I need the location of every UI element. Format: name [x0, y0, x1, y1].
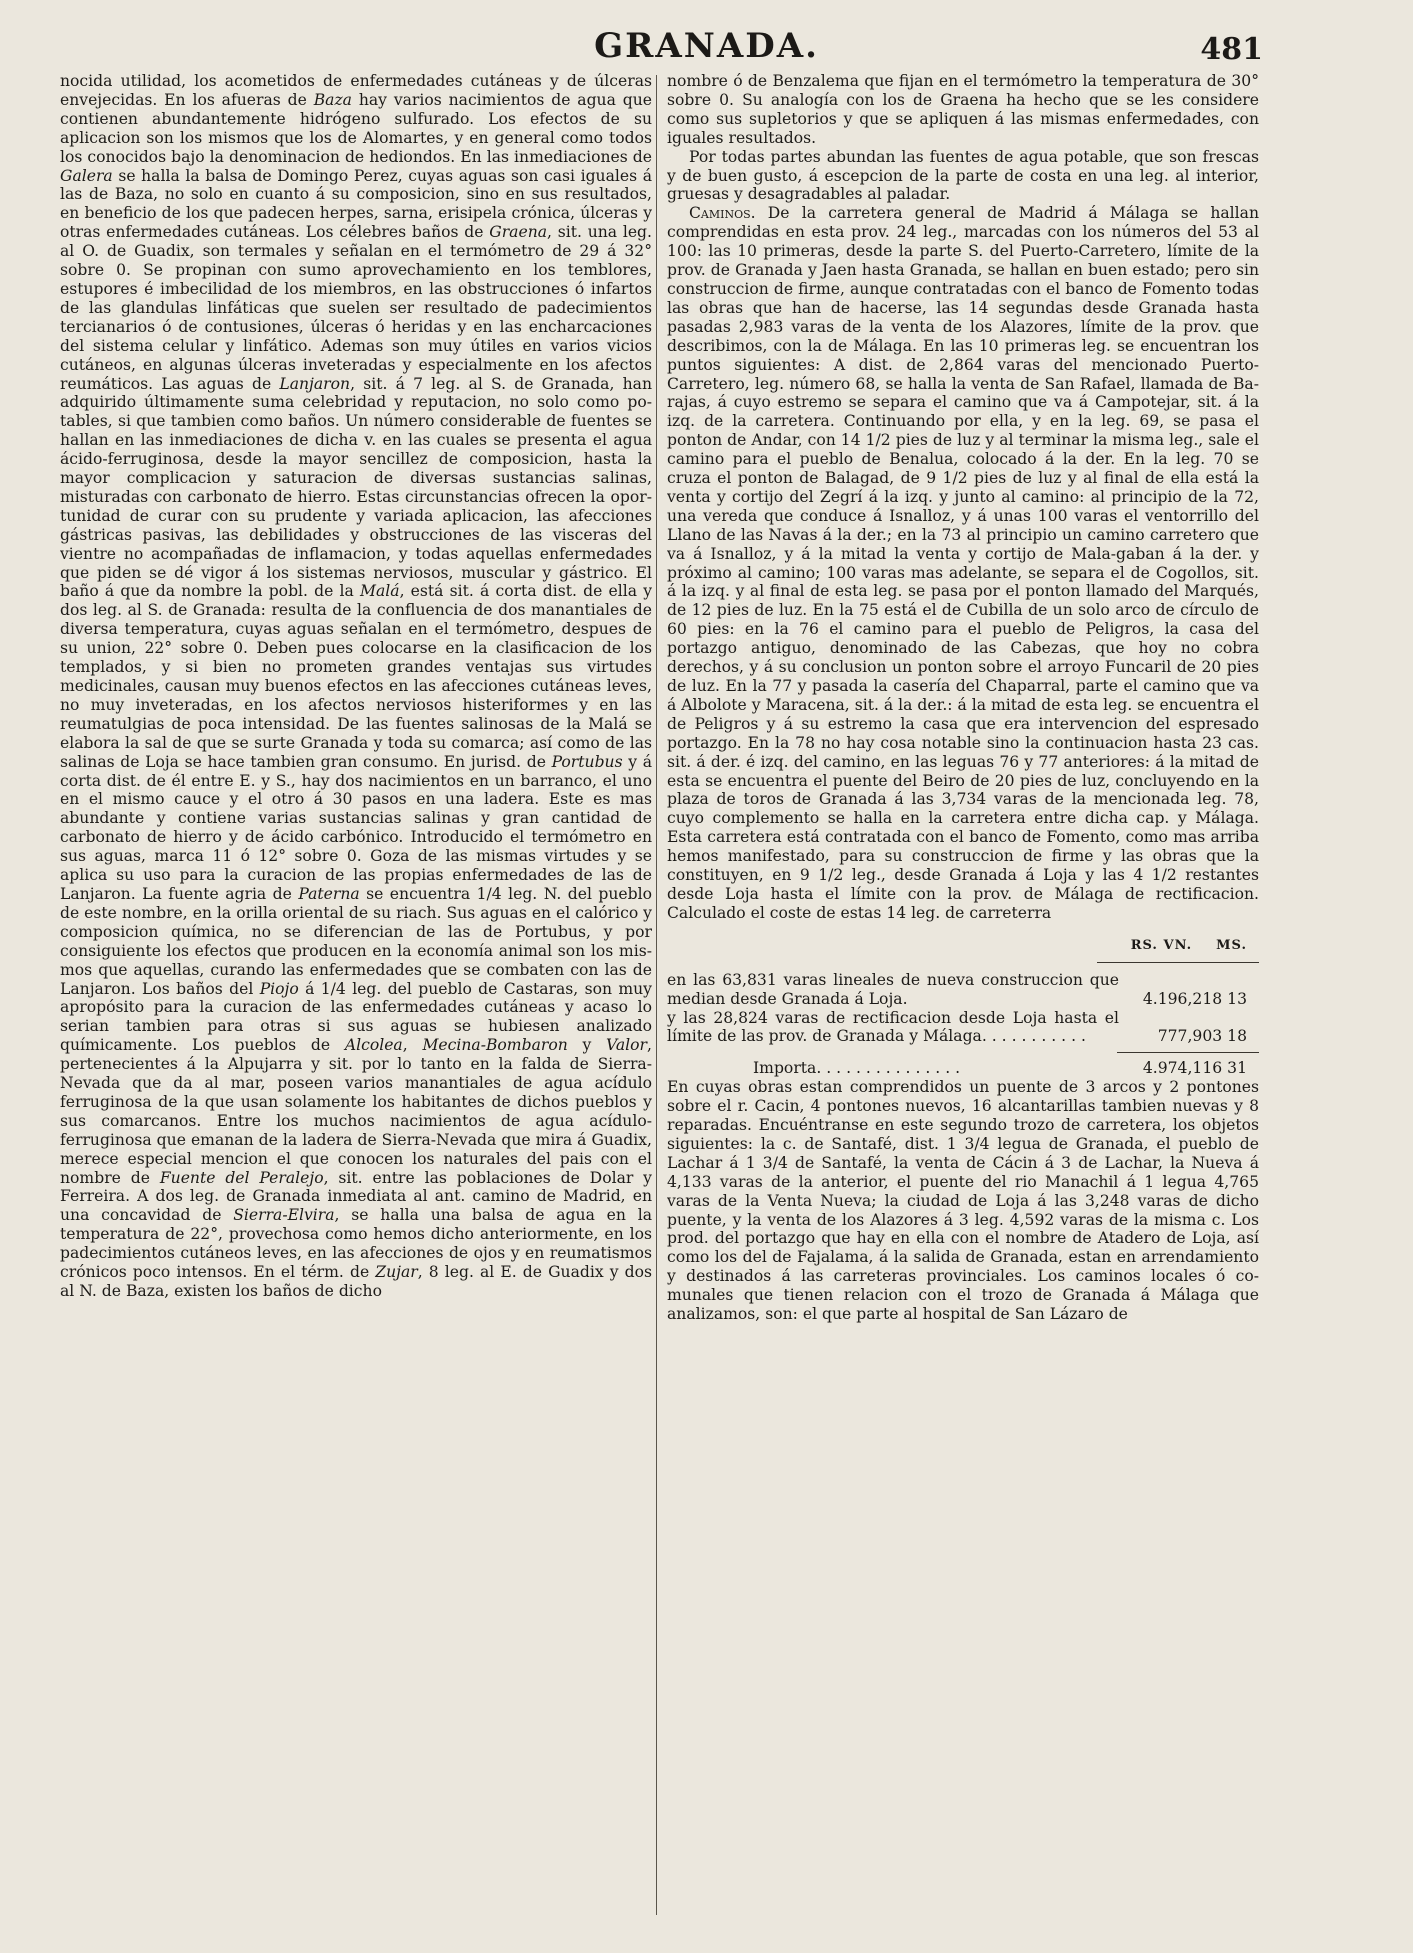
table-total: Importa. . . . . . . . . . . . . . . 4.974,116 31 — [753, 1059, 1247, 1078]
table-rule — [1117, 1052, 1259, 1053]
left-column — [60, 72, 652, 1932]
table-row: en las 63,831 varas lineales de nueva construccion que median desde Granada á Loja. 4.196,218 13 — [667, 970, 1247, 1008]
paragraph: Por todas partes abundan las fuentes de agua potable, que son frescas y de buen gusto, á escepcion de la parte de costa en una leg. al interior, gruesas y desagradables al paladar. — [667, 147, 1259, 204]
column-divider — [656, 75, 657, 1915]
paragraph: nombre ó de Benzalema que fijan en el termómetro la temperatura de 30° sobre 0. Su analogía con los de Graena ha hecho que se les considere como sus supletorios y que se apliquen á las mismas enfermedades, con iguales resultados. — [667, 72, 1259, 147]
paragraph: nocida utilidad, los acometidos de enfermedades cutáneas y de úlceras envejecidas. En los afueras de Baza hay varios nacimientos de agua que contienen abundantemente hidrógeno sulfurado. Los efectos de su aplicacion son los mismos que los de Alomartes, y en general como todos los conocidos bajo la denominacion de hediondos. En las inmediaciones de Galera se halla la balsa de Domingo Perez, cuyas aguas son casi iguales á las de Baza, no solo en cuanto á su composicion, sino en sus resultados, en beneficio de los que padecen herpes, sarna, erisipela crónica, úlceras y otras enfermedades cutáneas. Los célebres baños de Graena, sit. una leg. al O. de Guadix, son termales y señalan en el termómetro de 29 á 32° sobre 0. Se propinan con sumo aprovechamiento en los temblores, estupores é imbecilidad de los miembros, en las obstrucciones ó infartos de las glandulas linfáticas que suelen ser resultado de padecimientos tercianarios ó de contusiones, úlceras ó heridas y en las encharcaciones del sistema celular y linfático. Ademas son muy útiles en varios vicios cutáneos, en algunas úlceras inveteradas y especialmente en los afectos reumáticos. Las aguas de Lanjaron, sit. á 7 leg. al S. de Granada, han adquirido últimamente suma celebridad y reputacion, no solo como potables, si que tambien como baños. Un número considerable de fuentes se hallan en las inmediaciones de dicha v. en las cuales se presenta el agua ácido-ferruginosa, desde la mayor sencillez de composicion, hasta la mayor complicacion y saturacion de diversas sustancias salinas, misturadas con carbonato de hierro. Estas circunstancias ofrecen la oportunidad de curar con su prudente y variada aplicacion, las afecciones gástricas pasivas, las debilidades y obstrucciones de las visceras del vientre no acompañadas de inflamacion, y todas aquellas enfermedades que piden se dé vigor á los sistemas nerviosos, muscular y gástrico. El baño á que da nombre la pobl. de la Malá, está sit. á corta dist. de ella y dos leg. al S. de Granada: resulta de la confluencia de dos manantiales de diversa temperatura, cuyas aguas señalan en el termómetro, despues de su union, 22° sobre 0. Deben pues colocarse en la clasificacion de los templados, y si bien no prometen grandes ventajas sus virtudes medicinales, causan muy buenos efectos en las afecciones cutáneas leves, no muy inveteradas, en los afectos nerviosos histeriformes y en las reumatulgias de poca intensidad. De las fuentes salinosas de la Malá se elabora la sal de que se surte Granada y toda su comarca; así como de las salinas de Loja se hace tambien gran consumo. En jurisd. de Portubus y á corta dist. de él entre E. y S., hay dos nacimientos en un barranco, el uno en el mismo cauce y el otro á 30 pasos en una ladera. Este es mas abundante y contiene varias sustancias salinas y gran cantidad de carbonato de hierro y de ácido carbónico. Introducido el termómetro en sus aguas, marca 11 ó 12° sobre 0. Goza de las mismas virtudes y se aplica su uso para la curacion de las propias enfermedades de las de Lanjaron. La fuente agria de Paterna se encuentra 1/4 leg. N. del pueblo de este nombre, en la orilla oriental de su riach. Sus aguas en el calórico y composicion química, no se diferencian de las de Portubus, y por consiguiente los efectos que producen en la economía animal son los mismos que aquellas, curando las enfermedades que se combaten con las de Lanjaron. Los baños del Piojo á 1/4 leg. del pueblo de Castaras, son muy apropósito para la curacion de las enfermedades cutáneas y acaso lo serian tambien para otras si sus aguas se hubiesen analizado químicamente. Los pueblos de Alcolea, Mecina-Bombaron y Valor, pertenecientes á la Alpujarra y sit. por lo tanto en la falda de Sierra-Nevada que da al mar, poseen varios manantiales de agua acídulo ferruginosa de la que usan solamente los habitantes de dichos pueblos y sus comarcanos. Entre los muchos nacimientos de agua acídulo-ferruginosa que emanan de la ladera de Sierra-Nevada que mira á Guadix, merece especial mencion el que conocen los naturales del pais con el nombre de Fuente del Peralejo, sit. entre las poblaciones de Dolar y Ferreira. A dos leg. de Granada inmediata al ant. camino de Madrid, en una concavidad de Sierra-Elvira, se halla una balsa de agua en la temperatura de 22°, provechosa como hemos dicho anteriormente, en los padecimientos cutáneos leves, en las afecciones de ojos y en reumatismos crónicos poco intensos. En el térm. de Zujar, 8 leg. al E. de Guadix y dos al N. de Baza, existen los baños de dicho — [60, 72, 652, 1300]
paragraph-caminos: Caminos. De la carretera general de Madrid á Málaga se hallan comprendidas en esta prov. 24 leg., marcadas con los números del 53 al 100: las 10 primeras, desde la parte S. del Puerto-Carretero, límite de la prov. de Granada y Jaen hasta Granada, se hallan en buen estado; pero sin construccion de firme, aunque contratadas con el banco de Fomento todas las obras que han de hacerse, las 14 segundas desde Granada hasta pasadas 2,983 varas de la venta de los Alazores, límite de la prov. que describimos, con la de Málaga. En las 10 primeras leg. se encuentran los puntos siguientes: A dist. de 2,864 varas del mencionado Puerto-Carretero, leg. número 68, se halla la venta de San Rafael, llamada de Barajas, á cuyo estremo se separa el camino que va á Campotejar, sit. á la izq. de la carretera. Continuando por ella, y en la leg. 69, se pasa el ponton de Andar, con 14 1/2 pies de luz y al terminar la misma leg., sale el camino para el pueblo de Benalua, colocado á la der. En la leg. 70 se cruza el ponton de Balagad, de 9 1/2 pies de luz y al final de ella está la venta y cortijo del Zegrí á la izq. y junto al camino: al principio de la 72, una vereda que conduce á Isnalloz, y á unas 100 varas el ventorrillo del Llano de las Navas á la der.; en la 73 al principio un camino carretero que va á Isnalloz, y á la mitad la venta y cortijo de Mala-gaban á la der. y próximo al camino; 100 varas mas adelante, se separa el de Cogollos, sit. á la izq. y al final de esta leg. se pasa por el ponton llamado del Marqués, de 12 pies de luz. En la 75 está el de Cubilla de un solo arco de círculo de 60 pies: en la 76 el camino para el pueblo de Peligros, la casa del portazgo antiguo, denominado de las Cabezas, que hoy no cobra derechos, y á su conclusion un ponton sobre el arroyo Funcaril de 20 pies de luz. En la 77 y pasada la casería del Chaparral, parte el camino que va á Albolote y Maracena, sit. á la der.: á la mitad de esta leg. se encuentra el de Peligros y á su estremo la casa que era intervencion del espresado portazgo. En la 78 no hay cosa notable sino la continuacion hasta 23 cas. sit. á der. é izq. del camino, en las leguas 76 y 77 anteriores: á la mitad de esta se encuentra el puente del Beiro de 20 pies de luz, concluyendo en la plaza de toros de Granada á las 3,734 varas de la mencionada leg. 78, cuyo complemento se halla en la carretera entre dicha cap. y Málaga. Esta carretera está contratada con el banco de Fomento, como mas arriba hemos manifestado, para su construccion de firme y las obras que la constituyen, en 9 1/2 leg., desde Granada á Loja y las 4 1/2 restantes desde Loja hasta el límite con la prov. de Málaga de rectificacion. Calculado el coste de estas 14 leg. de carreterra — [667, 204, 1259, 922]
table-row: y las 28,824 varas de rectificacion desde Loja hasta el límite de las prov. de Granada y Málaga. . . . . . . . . . . 777,903 18 — [667, 1008, 1247, 1046]
section-label: Caminos. — [689, 204, 756, 223]
page-number: 481 — [1200, 32, 1263, 67]
running-head — [0, 26, 1413, 66]
paragraph: En cuyas obras estan comprendidos un puente de 3 arcos y 2 pontones sobre el r. Cacin, 4 pontones nuevos, 16 alcantarillas tambien nuevas y 8 reparadas. Encuéntranse en este segundo trozo de carretera, los objetos siguientes: la c. de Santafé, dist. 1 3/4 legua de Granada, el pueblo de Lachar á 1 3/4 de Santafé, la venta de Cácin á 3 de Lachar, la Nueva á 4,133 varas de la anterior, el puente del rio Manachil á 1 legua 4,765 varas de la Venta Nueva; la ciudad de Loja á las 3,248 varas de dicho puente, y la venta de los Alazores á 3 leg. 4,592 varas de la misma c. Los prod. del portazgo que hay en ella con el nombre de Atadero de Loja, así como los del de Fajalama, á la salida de Granada, estan en arrendamiento y destinados á las carreteras provinciales. Los caminos locales ó comunales que tienen relacion con el trozo de Granada á Málaga que analizamos, son: el que parte al hospital de San Lázaro de — [667, 1078, 1259, 1324]
table-header: RS. VN. MS. — [1097, 937, 1259, 963]
page-title: GRANADA. — [594, 26, 819, 66]
right-column — [667, 72, 1259, 1932]
